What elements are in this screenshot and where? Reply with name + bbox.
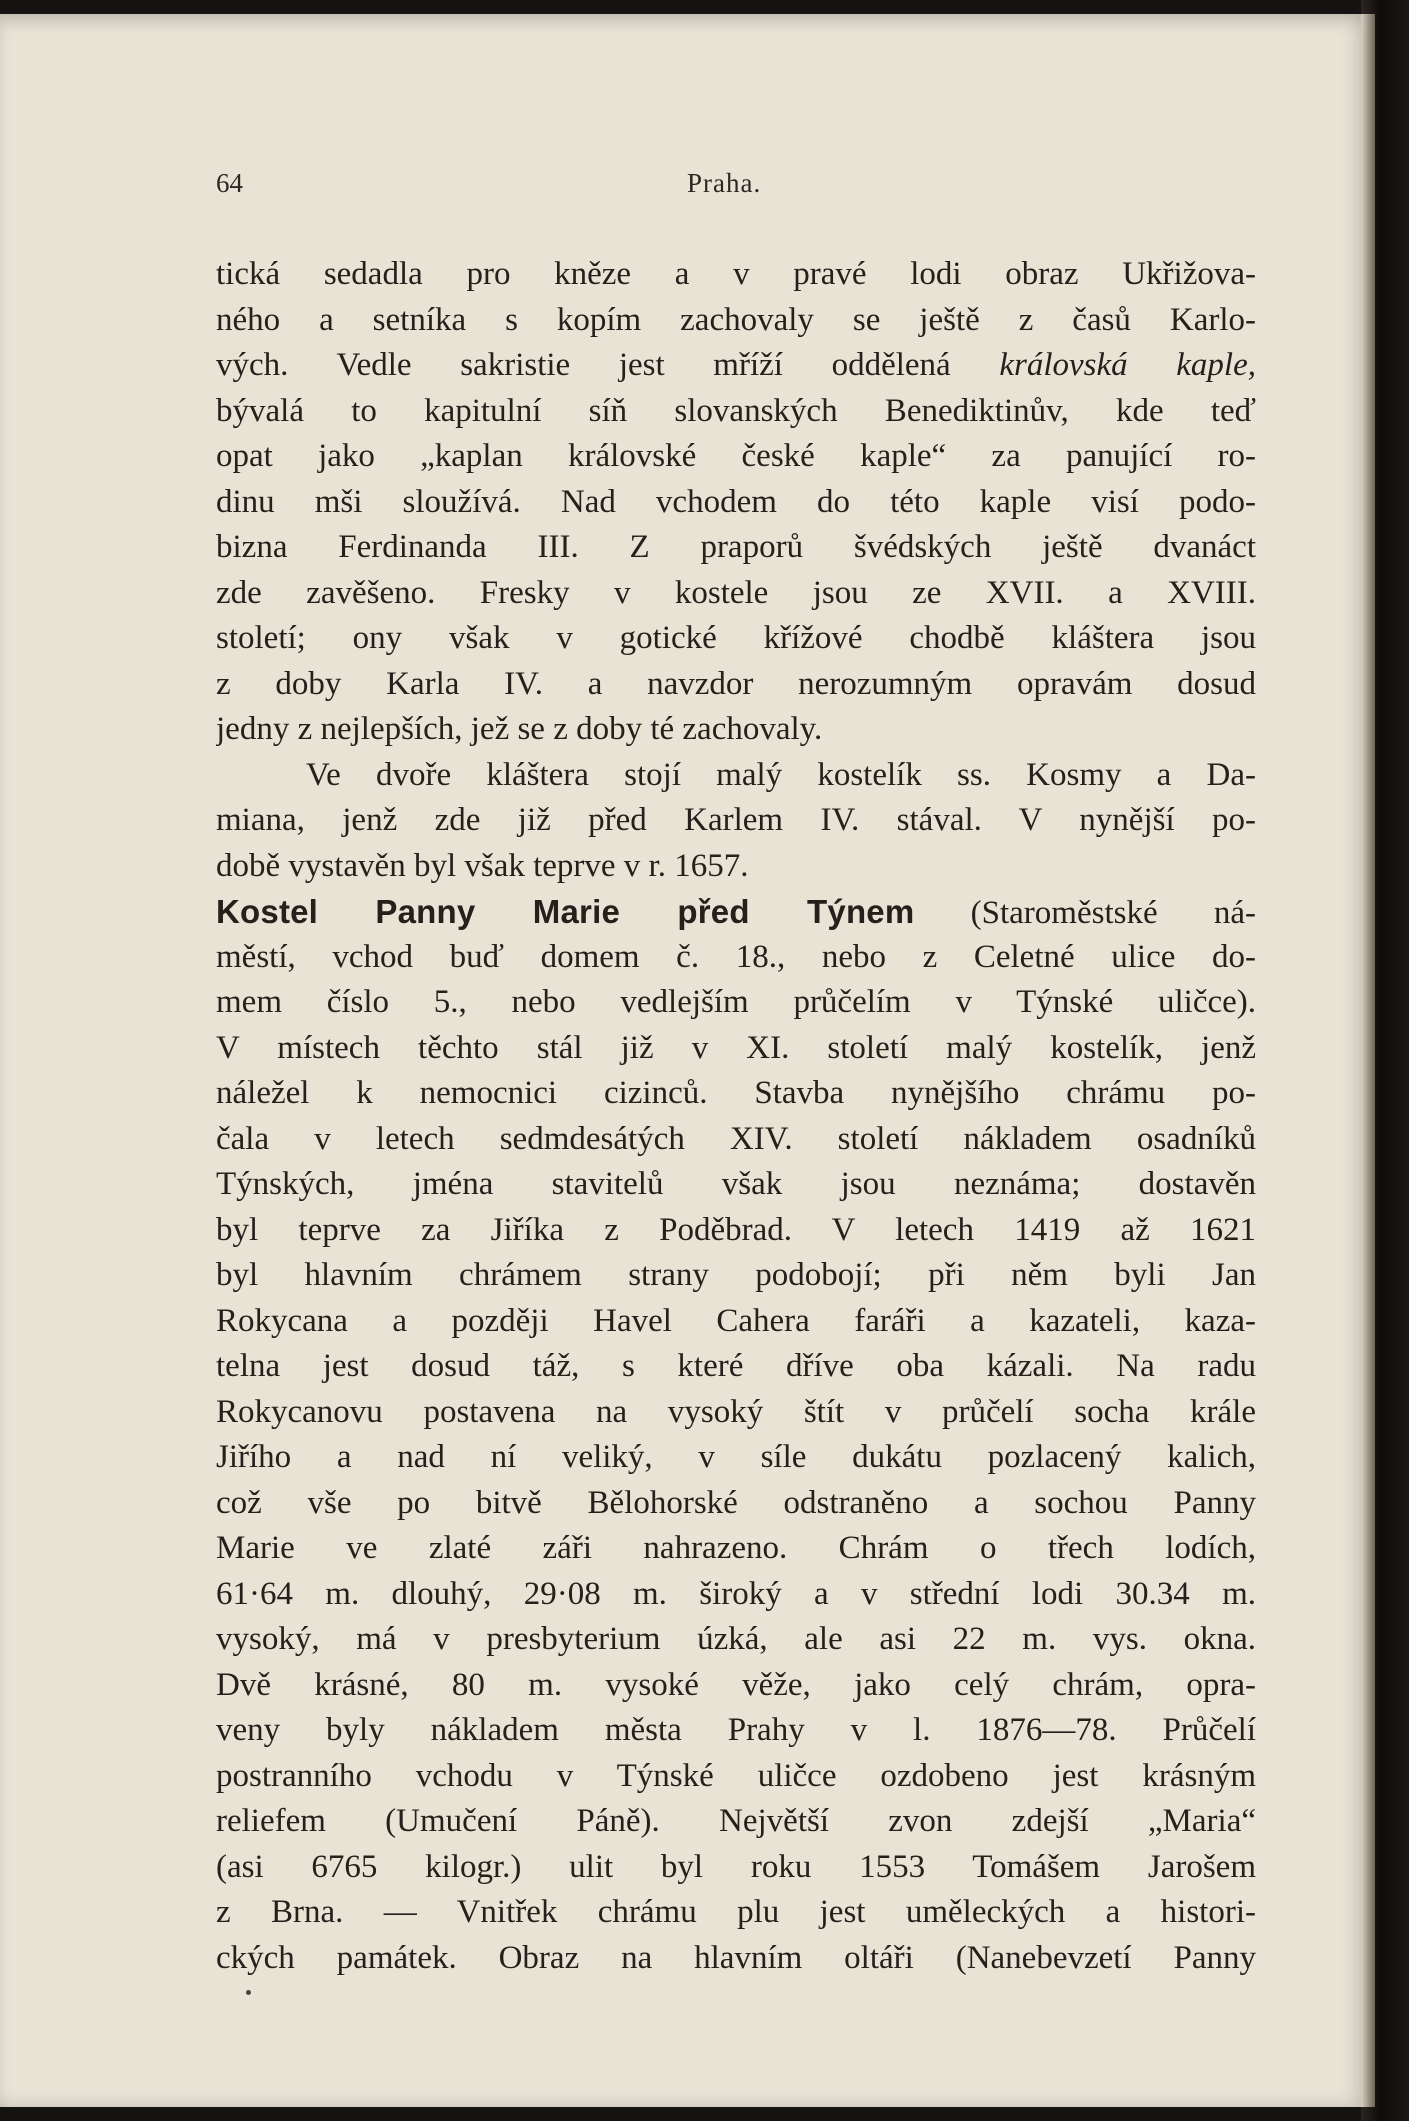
text-line bbox=[216, 616, 1256, 662]
text-line bbox=[216, 1390, 1256, 1436]
line-text: tická sedadla pro kněze a v pravé lodi obraz Ukřižova- bbox=[216, 256, 1256, 292]
text-line bbox=[216, 662, 1256, 708]
line-text: byl hlavním chrámem strany podobojí; při něm byli Jan bbox=[216, 1257, 1256, 1293]
line-text: bizna Ferdinanda III. Z praporů švédských ještě dvanáct bbox=[216, 529, 1256, 565]
line-text: dinu mši sloužívá. Nad vchodem do této kaple visí podo- bbox=[216, 483, 1256, 520]
text-line bbox=[216, 844, 1256, 890]
line-text: vých. Vedle sakristie jest mříží oddělená bbox=[216, 347, 1000, 383]
line-text: opat jako „kaplan královské české kaple“ za panující ro- bbox=[216, 438, 1256, 474]
text-line bbox=[216, 480, 1256, 526]
page-edge-shadow bbox=[1361, 14, 1375, 2107]
line-text: Marie ve zlaté záři nahrazeno. Chrám o třech lodích, bbox=[216, 1530, 1256, 1566]
line-text: Týnských, jména stavitelů však jsou neznáma; dostavěn bbox=[216, 1166, 1256, 1202]
line-text: V místech těchto stál již v XI. století malý kostelík, jenž bbox=[216, 1029, 1256, 1066]
text-line bbox=[216, 525, 1256, 571]
text-line bbox=[216, 889, 1256, 935]
emphasized-text: královská kaple, bbox=[999, 347, 1256, 383]
page-header bbox=[216, 168, 1256, 208]
text-line bbox=[216, 298, 1256, 344]
text-line bbox=[216, 1026, 1256, 1072]
text-line bbox=[216, 1481, 1256, 1527]
line-text: bývalá to kapitulní síň slovanských Benediktinův, kde teď bbox=[216, 392, 1256, 429]
line-text: mem číslo 5., nebo vedlejším průčelím v Týnské uličce). bbox=[216, 984, 1256, 1020]
text-line bbox=[216, 1299, 1256, 1345]
text-line bbox=[216, 980, 1256, 1026]
text-line bbox=[216, 1117, 1256, 1163]
text-line bbox=[216, 1071, 1256, 1117]
text-line bbox=[216, 1435, 1256, 1481]
text-line bbox=[216, 434, 1256, 480]
text-line bbox=[216, 1845, 1256, 1891]
line-text: století; ony však v gotické křížové chodbě kláštera jsou bbox=[216, 620, 1256, 656]
line-text: což vše po bitvě Bělohorské odstraněno a sochou Panny bbox=[216, 1484, 1256, 1521]
text-line bbox=[216, 753, 1256, 799]
line-text: době vystavěn byl však teprve v r. 1657. bbox=[216, 847, 749, 884]
line-text: miana, jenž zde již před Karlem IV. stával. V nynější po- bbox=[216, 802, 1256, 838]
text-line bbox=[216, 707, 1256, 753]
line-text: z Brna. — Vnitřek chrámu plu jest uměleckých a histori- bbox=[216, 1894, 1256, 1930]
line-text: ného a setníka s kopím zachovaly se ještě z časů Karlo- bbox=[216, 301, 1256, 338]
body-text bbox=[216, 252, 1256, 1981]
text-line bbox=[216, 1526, 1256, 1572]
text-line bbox=[216, 1799, 1256, 1845]
print-speck bbox=[246, 1990, 251, 1995]
line-text: Rokycanovu postavena na vysoký štít v průčelí socha krále bbox=[216, 1393, 1256, 1430]
line-text: Ve dvoře kláštera stojí malý kostelík ss. Kosmy a Da- bbox=[306, 756, 1256, 793]
line-text: byl teprve za Jiříka z Poděbrad. V letech 1419 až 1621 bbox=[216, 1211, 1256, 1248]
page-number: 64 bbox=[216, 168, 243, 198]
text-line bbox=[216, 1663, 1256, 1709]
line-text: (asi 6765 kilogr.) ulit byl roku 1553 Tomášem Jarošem bbox=[216, 1848, 1256, 1885]
text-line bbox=[216, 1344, 1256, 1390]
text-line bbox=[216, 1890, 1256, 1936]
text-line bbox=[216, 1253, 1256, 1299]
text-line bbox=[216, 1572, 1256, 1618]
text-line bbox=[216, 1617, 1256, 1663]
text-line bbox=[216, 571, 1256, 617]
line-text: reliefem (Umučení Páně). Největší zvon zdejší „Maria“ bbox=[216, 1803, 1256, 1839]
section-heading: Kostel Panny Marie před Týnem bbox=[216, 893, 915, 930]
line-text: telna jest dosud táž, s které dříve oba kázali. Na radu bbox=[216, 1348, 1256, 1384]
line-text: Jiřího a nad ní veliký, v síle dukátu pozlacený kalich, bbox=[216, 1439, 1256, 1475]
line-text: ckých památek. Obraz na hlavním oltáři (Nanebevzetí Panny bbox=[216, 1939, 1256, 1976]
text-line bbox=[216, 1936, 1256, 1982]
text-line bbox=[216, 343, 1256, 389]
text-line bbox=[216, 389, 1256, 435]
text-line bbox=[216, 1754, 1256, 1800]
text-line bbox=[216, 798, 1256, 844]
line-text: Rokycana a později Havel Cahera faráři a kazateli, kaza- bbox=[216, 1302, 1256, 1339]
running-title: Praha. bbox=[687, 168, 762, 198]
text-line bbox=[216, 1162, 1256, 1208]
text-line bbox=[216, 1208, 1256, 1254]
line-text: městí, vchod buď domem č. 18., nebo z Celetné ulice do- bbox=[216, 938, 1256, 975]
line-text: 61·64 m. dlouhý, 29·08 m. široký a v střední lodi 30.34 m. bbox=[216, 1575, 1256, 1612]
line-text: čala v letech sedmdesátých XIV. století nákladem osadníků bbox=[216, 1120, 1256, 1157]
line-text: postranního vchodu v Týnské uličce ozdobeno jest krásným bbox=[216, 1757, 1256, 1794]
line-text: veny byly nákladem města Prahy v l. 1876—78. Průčelí bbox=[216, 1712, 1256, 1748]
line-text: jedny z nejlepších, jež se z doby té zachovaly. bbox=[216, 711, 823, 747]
text-line bbox=[216, 935, 1256, 981]
line-text: vysoký, má v presbyterium úzká, ale asi 22 m. vys. okna. bbox=[216, 1621, 1256, 1657]
text-line bbox=[216, 252, 1256, 298]
line-text: (Staroměstské ná- bbox=[914, 895, 1256, 931]
text-line bbox=[216, 1708, 1256, 1754]
line-text: z doby Karla IV. a navzdor nerozumným opravám dosud bbox=[216, 665, 1256, 702]
line-text: Dvě krásné, 80 m. vysoké věže, jako celý chrám, opra- bbox=[216, 1666, 1256, 1703]
line-text: náležel k nemocnici cizinců. Stavba nynějšího chrámu po- bbox=[216, 1075, 1256, 1111]
line-text: zde zavěšeno. Fresky v kostele jsou ze XVII. a XVIII. bbox=[216, 574, 1256, 611]
